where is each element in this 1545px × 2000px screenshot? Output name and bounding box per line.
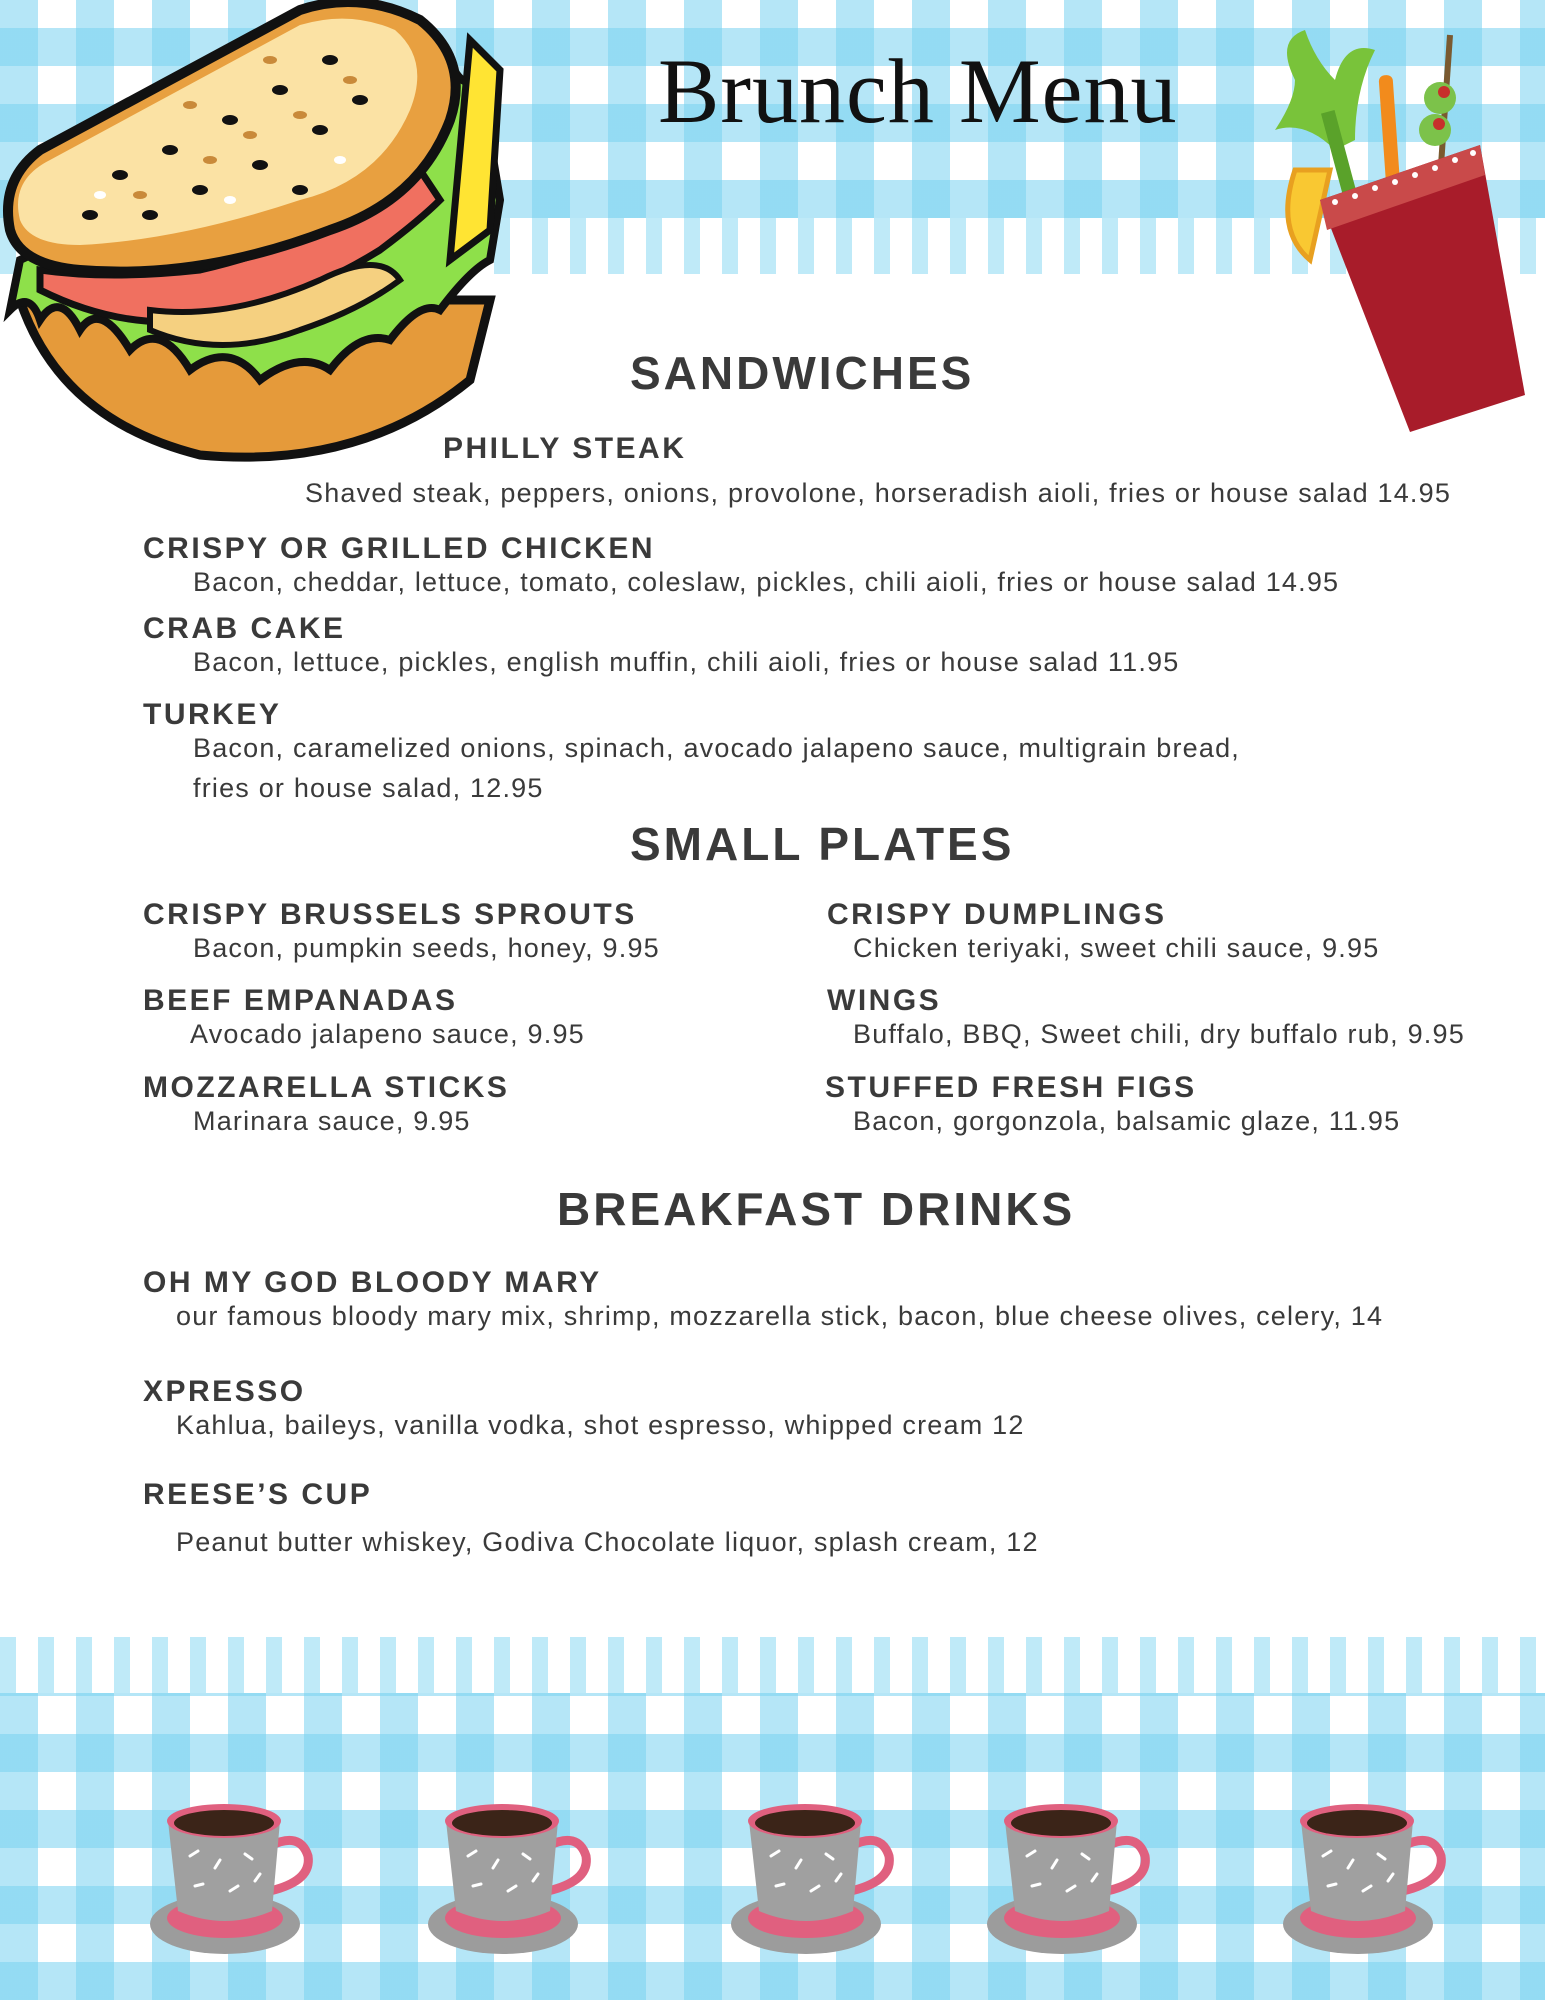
- item-name-turkey: TURKEY: [143, 698, 282, 731]
- item-name-philly-steak: PHILLY STEAK: [443, 432, 687, 465]
- item-name-reeses-cup: REESE’S CUP: [143, 1478, 373, 1511]
- item-desc-turkey: Bacon, caramelized onions, spinach, avocado jalapeno sauce, multigrain bread,: [193, 733, 1240, 763]
- section-heading-small-plates: SMALL PLATES: [630, 818, 1015, 870]
- item-name-xpresso: XPRESSO: [143, 1375, 306, 1408]
- item-name-mozzarella-sticks: MOZZARELLA STICKS: [143, 1071, 510, 1104]
- item-name-wings: WINGS: [827, 984, 942, 1017]
- item-name-brussels-sprouts: CRISPY BRUSSELS SPROUTS: [143, 898, 637, 931]
- item-desc-beef-empanadas: Avocado jalapeno sauce, 9.95: [190, 1019, 585, 1049]
- item-desc-stuffed-figs: Bacon, gorgonzola, balsamic glaze, 11.95: [853, 1106, 1401, 1136]
- item-desc-crispy-dumplings: Chicken teriyaki, sweet chili sauce, 9.95: [853, 933, 1380, 963]
- item-desc-crab-cake: Bacon, lettuce, pickles, english muffin, chili aioli, fries or house salad 11.95: [193, 647, 1180, 677]
- sandwich-icon: [0, 0, 545, 470]
- item-desc-mozzarella-sticks: Marinara sauce, 9.95: [193, 1106, 471, 1136]
- item-name-bloody-mary: OH MY GOD BLOODY MARY: [143, 1266, 602, 1299]
- item-desc-bloody-mary: our famous bloody mary mix, shrimp, mozzarella stick, bacon, blue cheese olives, celery, 14: [176, 1301, 1384, 1331]
- item-desc-reeses-cup: Peanut butter whiskey, Godiva Chocolate liquor, splash cream, 12: [176, 1527, 1039, 1557]
- item-desc-turkey-line2: fries or house salad, 12.95: [193, 773, 544, 803]
- coffee-cup-icon: [731, 1796, 901, 1956]
- item-desc-brussels-sprouts: Bacon, pumpkin seeds, honey, 9.95: [193, 933, 660, 963]
- coffee-cup-icon: [150, 1796, 320, 1956]
- bottom-stripe-band: [0, 1637, 1545, 1693]
- coffee-cup-icon: [987, 1796, 1157, 1956]
- item-desc-philly-steak: Shaved steak, peppers, onions, provolone, horseradish aioli, fries or house salad 14.95: [305, 478, 1452, 508]
- section-heading-breakfast-drinks: BREAKFAST DRINKS: [557, 1183, 1076, 1235]
- item-desc-wings: Buffalo, BBQ, Sweet chili, dry buffalo rub, 9.95: [853, 1019, 1465, 1049]
- item-desc-chicken: Bacon, cheddar, lettuce, tomato, coleslaw, pickles, chili aioli, fries or house salad 14.95: [193, 567, 1340, 597]
- coffee-cup-icon: [428, 1796, 598, 1956]
- item-name-crab-cake: CRAB CAKE: [143, 612, 346, 645]
- item-desc-xpresso: Kahlua, baileys, vanilla vodka, shot espresso, whipped cream 12: [176, 1410, 1025, 1440]
- section-heading-sandwiches: SANDWICHES: [630, 347, 975, 399]
- bloody-mary-icon: [1235, 20, 1535, 440]
- coffee-cup-icon: [1283, 1796, 1453, 1956]
- item-name-crispy-dumplings: CRISPY DUMPLINGS: [827, 898, 1167, 931]
- item-name-chicken: CRISPY OR GRILLED CHICKEN: [143, 532, 655, 565]
- item-name-beef-empanadas: BEEF EMPANADAS: [143, 984, 458, 1017]
- item-name-stuffed-figs: STUFFED FRESH FIGS: [825, 1071, 1197, 1104]
- menu-title: Brunch Menu: [658, 40, 1178, 142]
